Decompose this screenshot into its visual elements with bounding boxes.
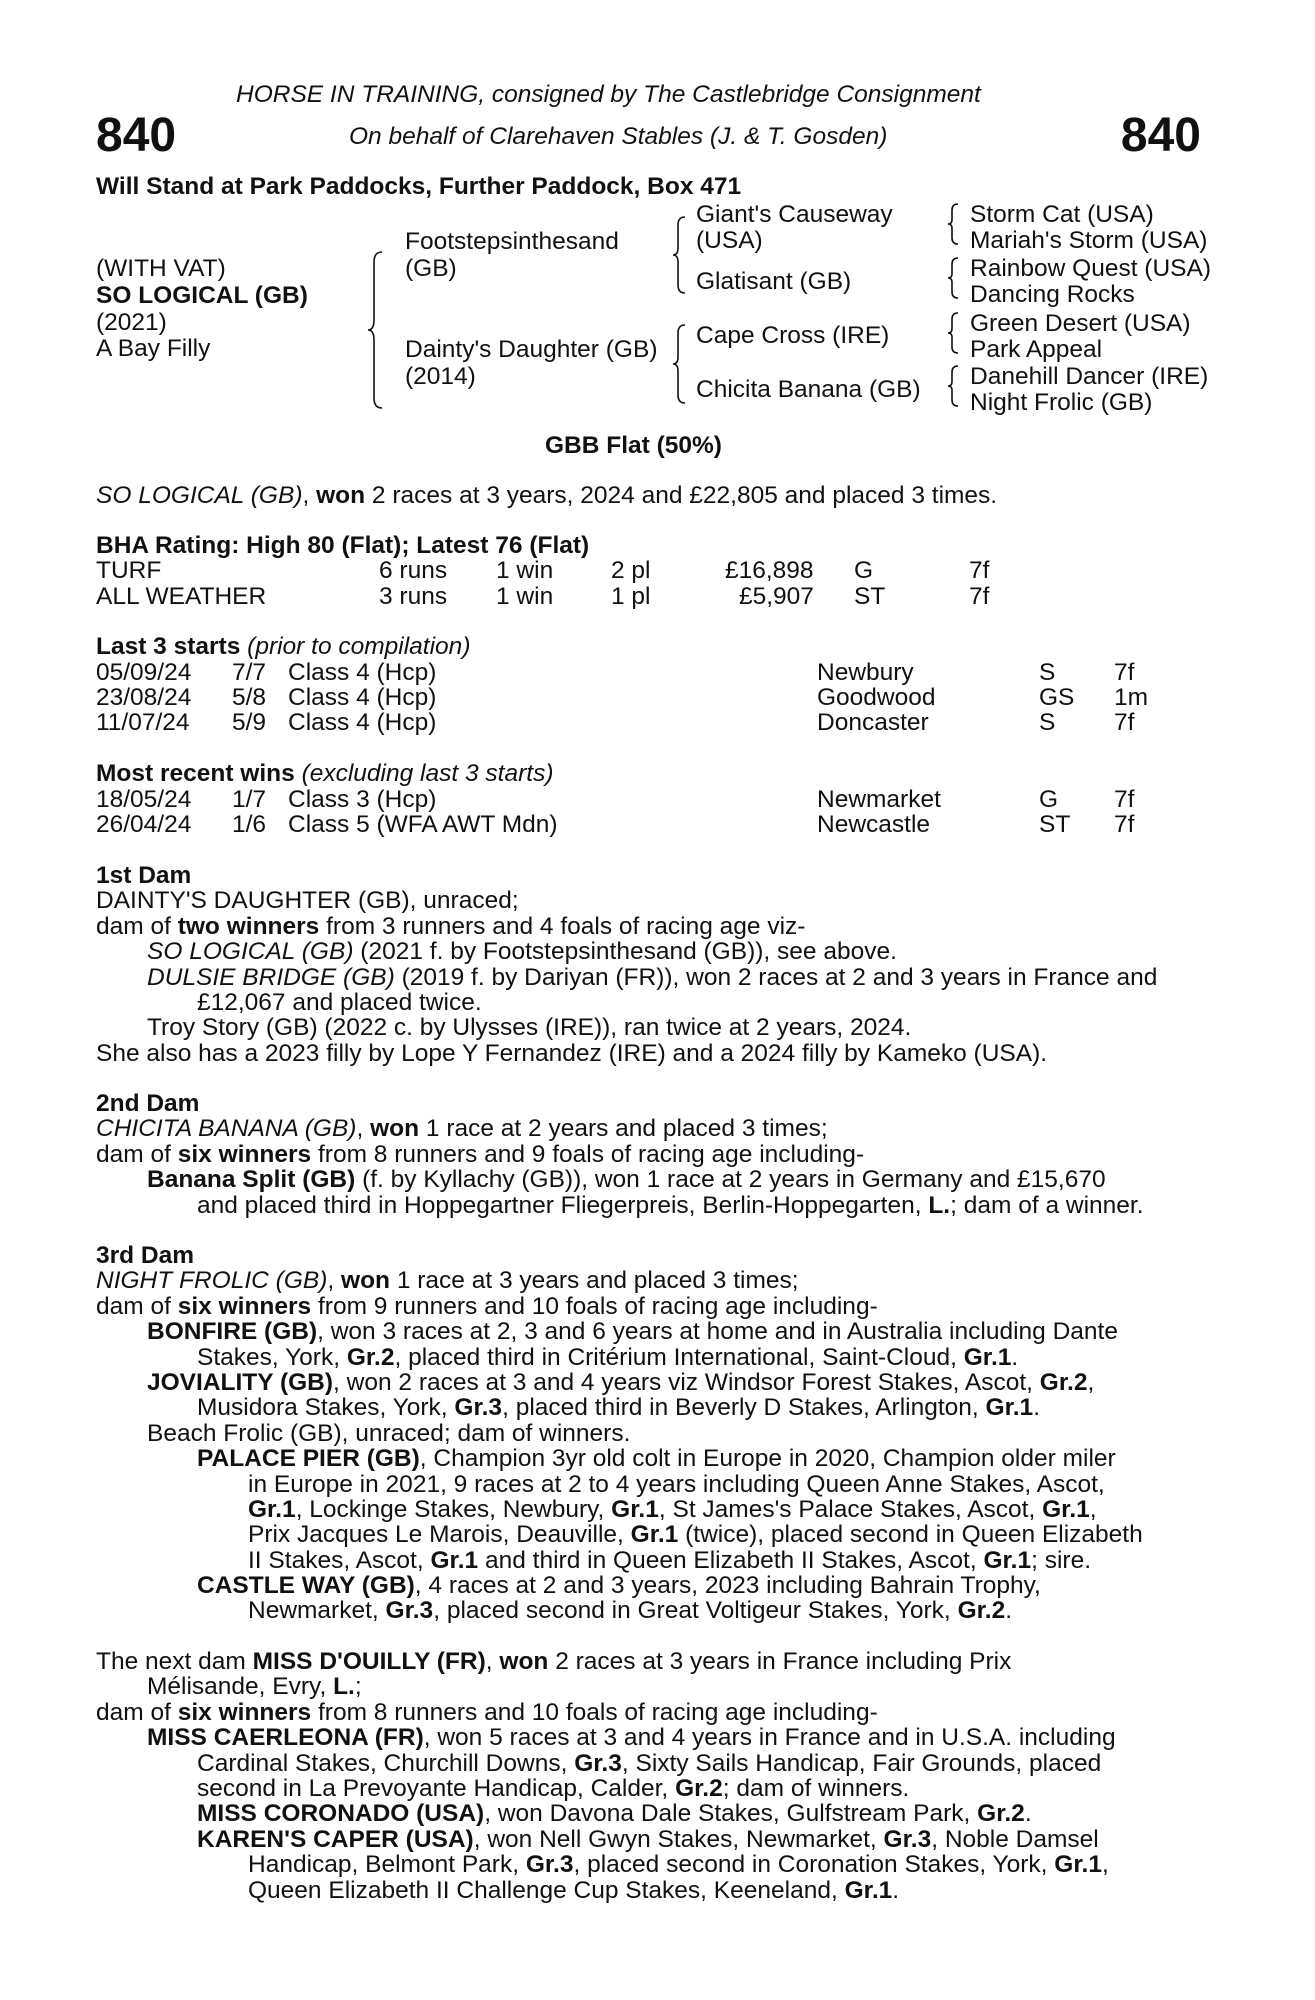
winners-count: two winners — [177, 912, 320, 940]
start-row — [96, 660, 1201, 685]
rating-going: G — [854, 557, 874, 584]
progeny-line-cont: £12,067 and placed twice. — [197, 988, 482, 1016]
win-distance: 7f — [1114, 786, 1135, 813]
pedigree-g3-8: Night Frolic (GB) — [970, 389, 1153, 416]
catalogue-page — [96, 0, 1212, 2000]
win-going: ST — [1039, 811, 1071, 838]
race-summary: SO LOGICAL (GB), won 2 races at 3 years, 2024 and £22,805 and placed 3 times. — [96, 482, 998, 509]
last-3-starts-title — [96, 634, 470, 659]
pedigree-brace-sd — [948, 256, 960, 300]
lot-number-left: 840 — [96, 109, 177, 162]
pedigree-brace-dam — [673, 323, 687, 405]
recent-wins-title — [96, 761, 553, 786]
grand-progeny-line: PALACE PIER (GB), Champion 3yr old colt in Europe in 2020, Champion older miler — [197, 1445, 1116, 1473]
stand-location: Will Stand at Park Paddocks, Further Paddock, Box 471 — [96, 173, 742, 200]
section-heading: 1st Dam — [96, 862, 192, 889]
grand-progeny-line-cont: Queen Elizabeth II Challenge Cup Stakes, Keeneland, Gr.1. — [248, 1876, 900, 1904]
start-distance: 7f — [1114, 659, 1135, 686]
start-course: Doncaster — [817, 709, 929, 736]
dam-line: The next dam MISS D'OUILLY (FR), won 2 races at 3 years in France including Prix — [96, 1648, 1012, 1675]
bha-rating-title: BHA Rating: High 80 (Flat); Latest 76 (Flat) — [96, 532, 590, 559]
grand-progeny-line-cont: Newmarket, Gr.3, placed second in Great Voltigeur Stakes, York, Gr.2. — [248, 1597, 1013, 1625]
pedigree-g3-2: Mariah's Storm (USA) — [970, 227, 1208, 254]
start-going: S — [1039, 709, 1056, 736]
grand-progeny-line-cont: Prix Jacques Le Marois, Deauville, Gr.1 (twice), placed second in Queen Elizabeth — [248, 1521, 1143, 1549]
progeny-line: Troy Story (GB) (2022 c. by Ulysses (IRE)), ran twice at 2 years, 2024. — [147, 1014, 912, 1042]
start-date: 11/07/24 — [96, 709, 190, 736]
progeny-name: MISS CORONADO (USA) — [197, 1800, 485, 1828]
progeny-name: MISS CAERLEONA (FR) — [147, 1724, 424, 1752]
dam-line: DAINTY'S DAUGHTER (GB), unraced; — [96, 887, 519, 915]
start-row — [96, 685, 1201, 710]
progeny-name: JOVIALITY (GB) — [147, 1368, 334, 1396]
winners-count: six winners — [177, 1292, 312, 1320]
pedigree-g3-6: Park Appeal — [970, 336, 1103, 363]
pedigree-brace-dd — [948, 364, 960, 408]
pedigree-dam-sire: Cape Cross (IRE) — [696, 322, 890, 349]
win-date: 18/05/24 — [96, 786, 192, 813]
summary-horse-name: SO LOGICAL (GB) — [96, 482, 303, 509]
pedigree-brace-sire — [673, 215, 687, 295]
pedigree-brace-ds — [948, 311, 960, 355]
progeny-line-cont: Stakes, York, Gr.2, placed third in Critérium International, Saint-Cloud, Gr.1. — [197, 1343, 1019, 1371]
on-behalf-line: On behalf of Clarehaven Stables (J. & T. Gosden) — [349, 123, 888, 150]
third-dam-section — [96, 1243, 1201, 1624]
start-position: 7/7 — [232, 659, 267, 686]
recent-wins-label: Most recent wins — [96, 760, 295, 787]
grand-progeny-line: KAREN'S CAPER (USA), won Nell Gwyn Stakes, Newmarket, Gr.3, Noble Damsel — [197, 1825, 1099, 1853]
progeny-line: DULSIE BRIDGE (GB) (2019 f. by Dariyan (FR)), won 2 races at 2 and 3 years in France and — [147, 963, 1158, 991]
progeny-line-cont: and placed third in Hoppegartner Fliegerpreis, Berlin-Hoppegarten, L.; dam of a winner. — [197, 1191, 1144, 1219]
grand-progeny-line-cont: II Stakes, Ascot, Gr.1 and third in Queen Elizabeth II Stakes, Ascot, Gr.1; sire. — [248, 1546, 1092, 1574]
section-heading: 3rd Dam — [96, 1242, 195, 1269]
grand-progeny-line: CASTLE WAY (GB), 4 races at 2 and 3 years, 2023 including Bahrain Trophy, — [197, 1572, 1041, 1600]
progeny-name: KAREN'S CAPER (USA) — [197, 1825, 474, 1853]
progeny-name: SO LOGICAL (GB) — [147, 938, 354, 966]
rating-placed: 1 pl — [611, 583, 651, 610]
rating-placed: 2 pl — [611, 557, 651, 584]
dam-line: dam of six winners from 8 runners and 9 foals of racing age including- — [96, 1140, 865, 1168]
rating-wins: 1 win — [496, 557, 554, 584]
second-dam-section — [96, 1091, 1201, 1218]
pedigree-g3-7: Danehill Dancer (IRE) — [970, 363, 1209, 390]
rating-wins: 1 win — [496, 583, 554, 610]
win-row — [96, 812, 1201, 837]
pedigree-sire-dam: Glatisant (GB) — [696, 268, 852, 295]
dam-line: dam of six winners from 9 runners and 10 foals of racing age including- — [96, 1292, 878, 1320]
progeny-line: Beach Frolic (GB), unraced; dam of winners. — [147, 1419, 631, 1447]
win-class: Class 3 (Hcp) — [288, 786, 437, 813]
win-course: Newmarket — [817, 786, 941, 813]
grand-progeny-line-cont: Handicap, Belmont Park, Gr.3, placed second in Coronation Stakes, York, Gr.1, — [248, 1851, 1109, 1879]
progeny-name: PALACE PIER (GB) — [197, 1445, 420, 1473]
start-distance: 1m — [1114, 684, 1149, 711]
section-heading: 2nd Dam — [96, 1090, 200, 1117]
win-position: 1/6 — [232, 811, 267, 838]
win-course: Newcastle — [817, 811, 931, 838]
dam-line: She also has a 2023 filly by Lope Y Fernandez (IRE) and a 2024 filly by Kameko (USA). — [96, 1039, 1048, 1067]
start-going: GS — [1039, 684, 1075, 711]
horse-year: (2021) — [96, 309, 167, 336]
rating-going: ST — [854, 583, 886, 610]
rating-runs: 6 runs — [379, 557, 448, 584]
progeny-name: CASTLE WAY (GB) — [197, 1572, 415, 1600]
recent-wins-note: (excluding last 3 starts) — [301, 760, 554, 787]
pedigree-g3-3: Rainbow Quest (USA) — [970, 255, 1212, 282]
pedigree-brace-main — [368, 250, 384, 410]
progeny-name: DULSIE BRIDGE (GB) — [147, 963, 395, 991]
pedigree-g3-5: Green Desert (USA) — [970, 310, 1191, 337]
progeny-line-cont: second in La Prevoyante Handicap, Calder, Gr.2; dam of winners. — [197, 1774, 910, 1802]
rating-prize: £16,898 — [725, 557, 814, 584]
start-position: 5/8 — [232, 684, 267, 711]
pedigree-sire-country: (GB) — [405, 255, 457, 282]
rating-row-turf — [96, 558, 1201, 583]
start-class: Class 4 (Hcp) — [288, 659, 437, 686]
pedigree-g3-1: Storm Cat (USA) — [970, 201, 1154, 228]
start-course: Newbury — [817, 659, 914, 686]
grand-progeny-line-cont: in Europe in 2021, 9 races at 2 to 4 years including Queen Anne Stakes, Ascot, — [248, 1470, 1105, 1498]
pedigree-sire: Footstepsinthesand — [405, 228, 619, 255]
pedigree-dam-year: (2014) — [405, 363, 476, 390]
rating-runs: 3 runs — [379, 583, 448, 610]
winners-count: six winners — [177, 1140, 312, 1168]
rating-prize: £5,907 — [739, 583, 814, 610]
progeny-line-cont: Musidora Stakes, York, Gr.3, placed third in Beverly D Stakes, Arlington, Gr.1. — [197, 1394, 1041, 1422]
next-dam-section — [96, 1649, 1201, 1903]
rating-surface: TURF — [96, 557, 162, 584]
summary-rest: 2 races at 3 years, 2024 and £22,805 and placed 3 times. — [365, 482, 998, 509]
progeny-line: MISS CAERLEONA (FR), won 5 races at 3 and 4 years in France and in U.S.A. including — [147, 1724, 1116, 1752]
win-date: 26/04/24 — [96, 811, 192, 838]
progeny-line: BONFIRE (GB), won 3 races at 2, 3 and 6 years at home and in Australia including Dante — [147, 1318, 1118, 1346]
last-3-note: (prior to compilation) — [247, 633, 471, 660]
pedigree-brace-ss — [948, 202, 960, 246]
start-going: S — [1039, 659, 1056, 686]
dam-line: CHICITA BANANA (GB), won 1 race at 2 years and placed 3 times; — [96, 1115, 828, 1143]
pedigree-sire-sire-country: (USA) — [696, 227, 763, 254]
progeny-line: Banana Split (GB) (f. by Kyllachy (GB)), won 1 race at 2 years in Germany and £15,670 — [147, 1166, 1106, 1194]
progeny-name: Banana Split (GB) — [147, 1166, 356, 1194]
progeny-line: SO LOGICAL (GB) (2021 f. by Footstepsinthesand (GB)), see above. — [147, 938, 897, 966]
lot-number-right: 840 — [1120, 109, 1201, 162]
win-going: G — [1039, 786, 1059, 813]
pedigree-g3-4: Dancing Rocks — [970, 281, 1135, 308]
grand-progeny-line: MISS CORONADO (USA), won Davona Dale Stakes, Gulfstream Park, Gr.2. — [197, 1800, 1032, 1828]
rating-surface: ALL WEATHER — [96, 583, 267, 610]
dam-line-cont: Mélisande, Evry, L.; — [147, 1673, 362, 1701]
dam-line: dam of six winners from 8 runners and 10 foals of racing age including- — [96, 1698, 878, 1726]
start-class: Class 4 (Hcp) — [288, 684, 437, 711]
start-date: 23/08/24 — [96, 684, 192, 711]
pedigree-dam: Dainty's Daughter (GB) — [405, 336, 658, 363]
pedigree-sire-sire: Giant's Causeway — [696, 201, 893, 228]
progeny-line: JOVIALITY (GB), won 2 races at 3 and 4 years viz Windsor Forest Stakes, Ascot, Gr.2, — [147, 1368, 1095, 1396]
start-row — [96, 710, 1201, 735]
consignor-line: HORSE IN TRAINING, consigned by The Castlebridge Consignment — [236, 81, 981, 108]
rating-distance: 7f — [969, 583, 990, 610]
win-position: 1/7 — [232, 786, 267, 813]
summary-won: won — [316, 482, 366, 509]
dam-line: NIGHT FROLIC (GB), won 1 race at 3 years and placed 3 times; — [96, 1267, 799, 1295]
gbb-flat-badge: GBB Flat (50%) — [545, 432, 722, 459]
rating-distance: 7f — [969, 557, 990, 584]
rating-row-aw — [96, 584, 1201, 609]
start-position: 5/9 — [232, 709, 267, 736]
winners-count: six winners — [177, 1698, 312, 1726]
horse-description: A Bay Filly — [96, 335, 211, 362]
dam-line: dam of two winners from 3 runners and 4 foals of racing age viz- — [96, 912, 806, 940]
pedigree-dam-dam: Chicita Banana (GB) — [696, 376, 921, 403]
start-class: Class 4 (Hcp) — [288, 709, 437, 736]
win-row — [96, 787, 1201, 812]
first-dam-section — [96, 863, 1201, 1066]
win-distance: 7f — [1114, 811, 1135, 838]
start-distance: 7f — [1114, 709, 1135, 736]
horse-name: SO LOGICAL (GB) — [96, 282, 308, 309]
start-course: Goodwood — [817, 684, 936, 711]
win-class: Class 5 (WFA AWT Mdn) — [288, 811, 558, 838]
vat-label: (WITH VAT) — [96, 255, 226, 282]
progeny-name: BONFIRE (GB) — [147, 1318, 318, 1346]
grand-progeny-line-cont: Gr.1, Lockinge Stakes, Newbury, Gr.1, St James's Palace Stakes, Ascot, Gr.1, — [248, 1495, 1097, 1523]
start-date: 05/09/24 — [96, 659, 192, 686]
progeny-line-cont: Cardinal Stakes, Churchill Downs, Gr.3, Sixty Sails Handicap, Fair Grounds, placed — [197, 1749, 1102, 1777]
last-3-label: Last 3 starts — [96, 633, 241, 660]
